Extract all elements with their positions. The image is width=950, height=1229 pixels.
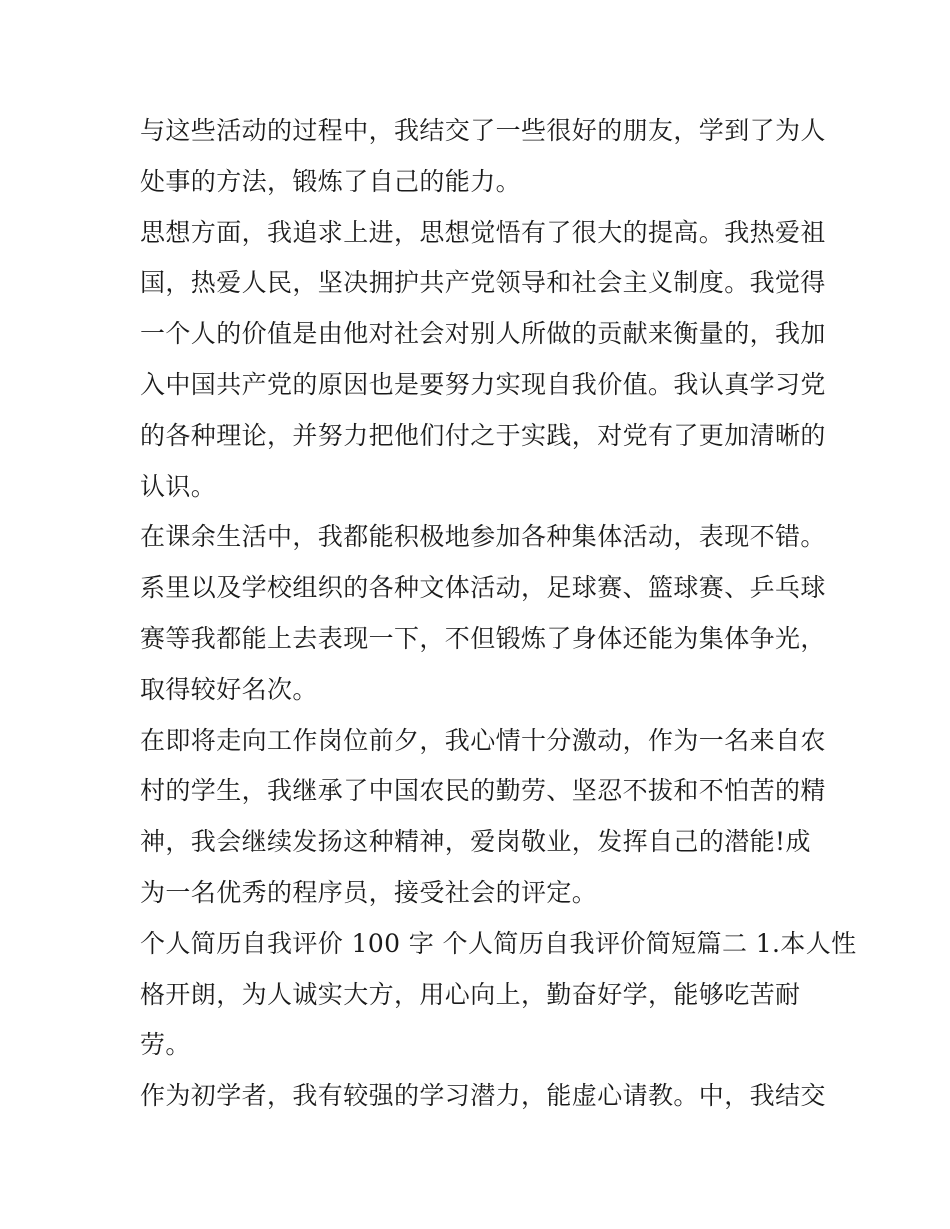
text-line: 系里以及学校组织的各种文体活动，足球赛、篮球赛、乒乓球 xyxy=(140,573,826,603)
text-line: 在课余生活中，我都能积极地参加各种集体活动，表现不错。 xyxy=(140,522,826,552)
text-line: 取得较好名次。 xyxy=(140,674,318,704)
text-line: 在即将走向工作岗位前夕，我心情十分激动，作为一名来自农 xyxy=(140,725,826,755)
document-body xyxy=(140,106,857,1122)
paragraph-5 xyxy=(140,919,857,1071)
text-line: 处事的方法，锻炼了自己的能力。 xyxy=(140,166,522,196)
paragraph-6 xyxy=(140,1071,826,1122)
text-line: 思想方面，我追求上进，思想觉悟有了很大的提高。我热爱祖 xyxy=(140,217,826,247)
text-line: 作为初学者，我有较强的学习潜力，能虚心请教。中，我结交 xyxy=(140,1081,826,1111)
text-line: 入中国共产党的原因也是要努力实现自我价值。我认真学习党 xyxy=(140,369,826,399)
text-line: 国，热爱人民，坚决拥护共产党领导和社会主义制度。我觉得 xyxy=(140,268,826,298)
paragraph-2 xyxy=(140,208,826,513)
text-line: 赛等我都能上去表现一下，不但锻炼了身体还能为集体争光， xyxy=(140,623,826,653)
paragraph-3 xyxy=(140,512,826,715)
paragraph-4 xyxy=(140,716,826,919)
text-line: 与这些活动的过程中，我结交了一些很好的朋友，学到了为人 xyxy=(140,116,826,145)
text-line: 村的学生，我继承了中国农民的勤劳、坚忍不拔和不怕苦的精 xyxy=(140,776,826,806)
text-line: 神，我会继续发扬这种精神，爱岗敬业，发挥自己的潜能!成 xyxy=(140,827,811,857)
text-line: 格开朗，为人诚实大方，用心向上，勤奋好学，能够吃苦耐 xyxy=(140,979,801,1009)
text-line: 一个人的价值是由他对社会对别人所做的贡献来衡量的，我加 xyxy=(140,319,826,349)
text-line: 为一名优秀的程序员，接受社会的评定。 xyxy=(140,877,598,907)
paragraph-1 xyxy=(140,106,826,208)
text-line: 的各种理论，并努力把他们付之于实践，对党有了更加清晰的 xyxy=(140,420,826,450)
text-line: 个人简历自我评价 100 字 个人简历自我评价简短篇二 1.本人性 xyxy=(140,928,857,958)
text-line: 认识。 xyxy=(140,471,217,501)
text-line: 劳。 xyxy=(140,1030,191,1060)
